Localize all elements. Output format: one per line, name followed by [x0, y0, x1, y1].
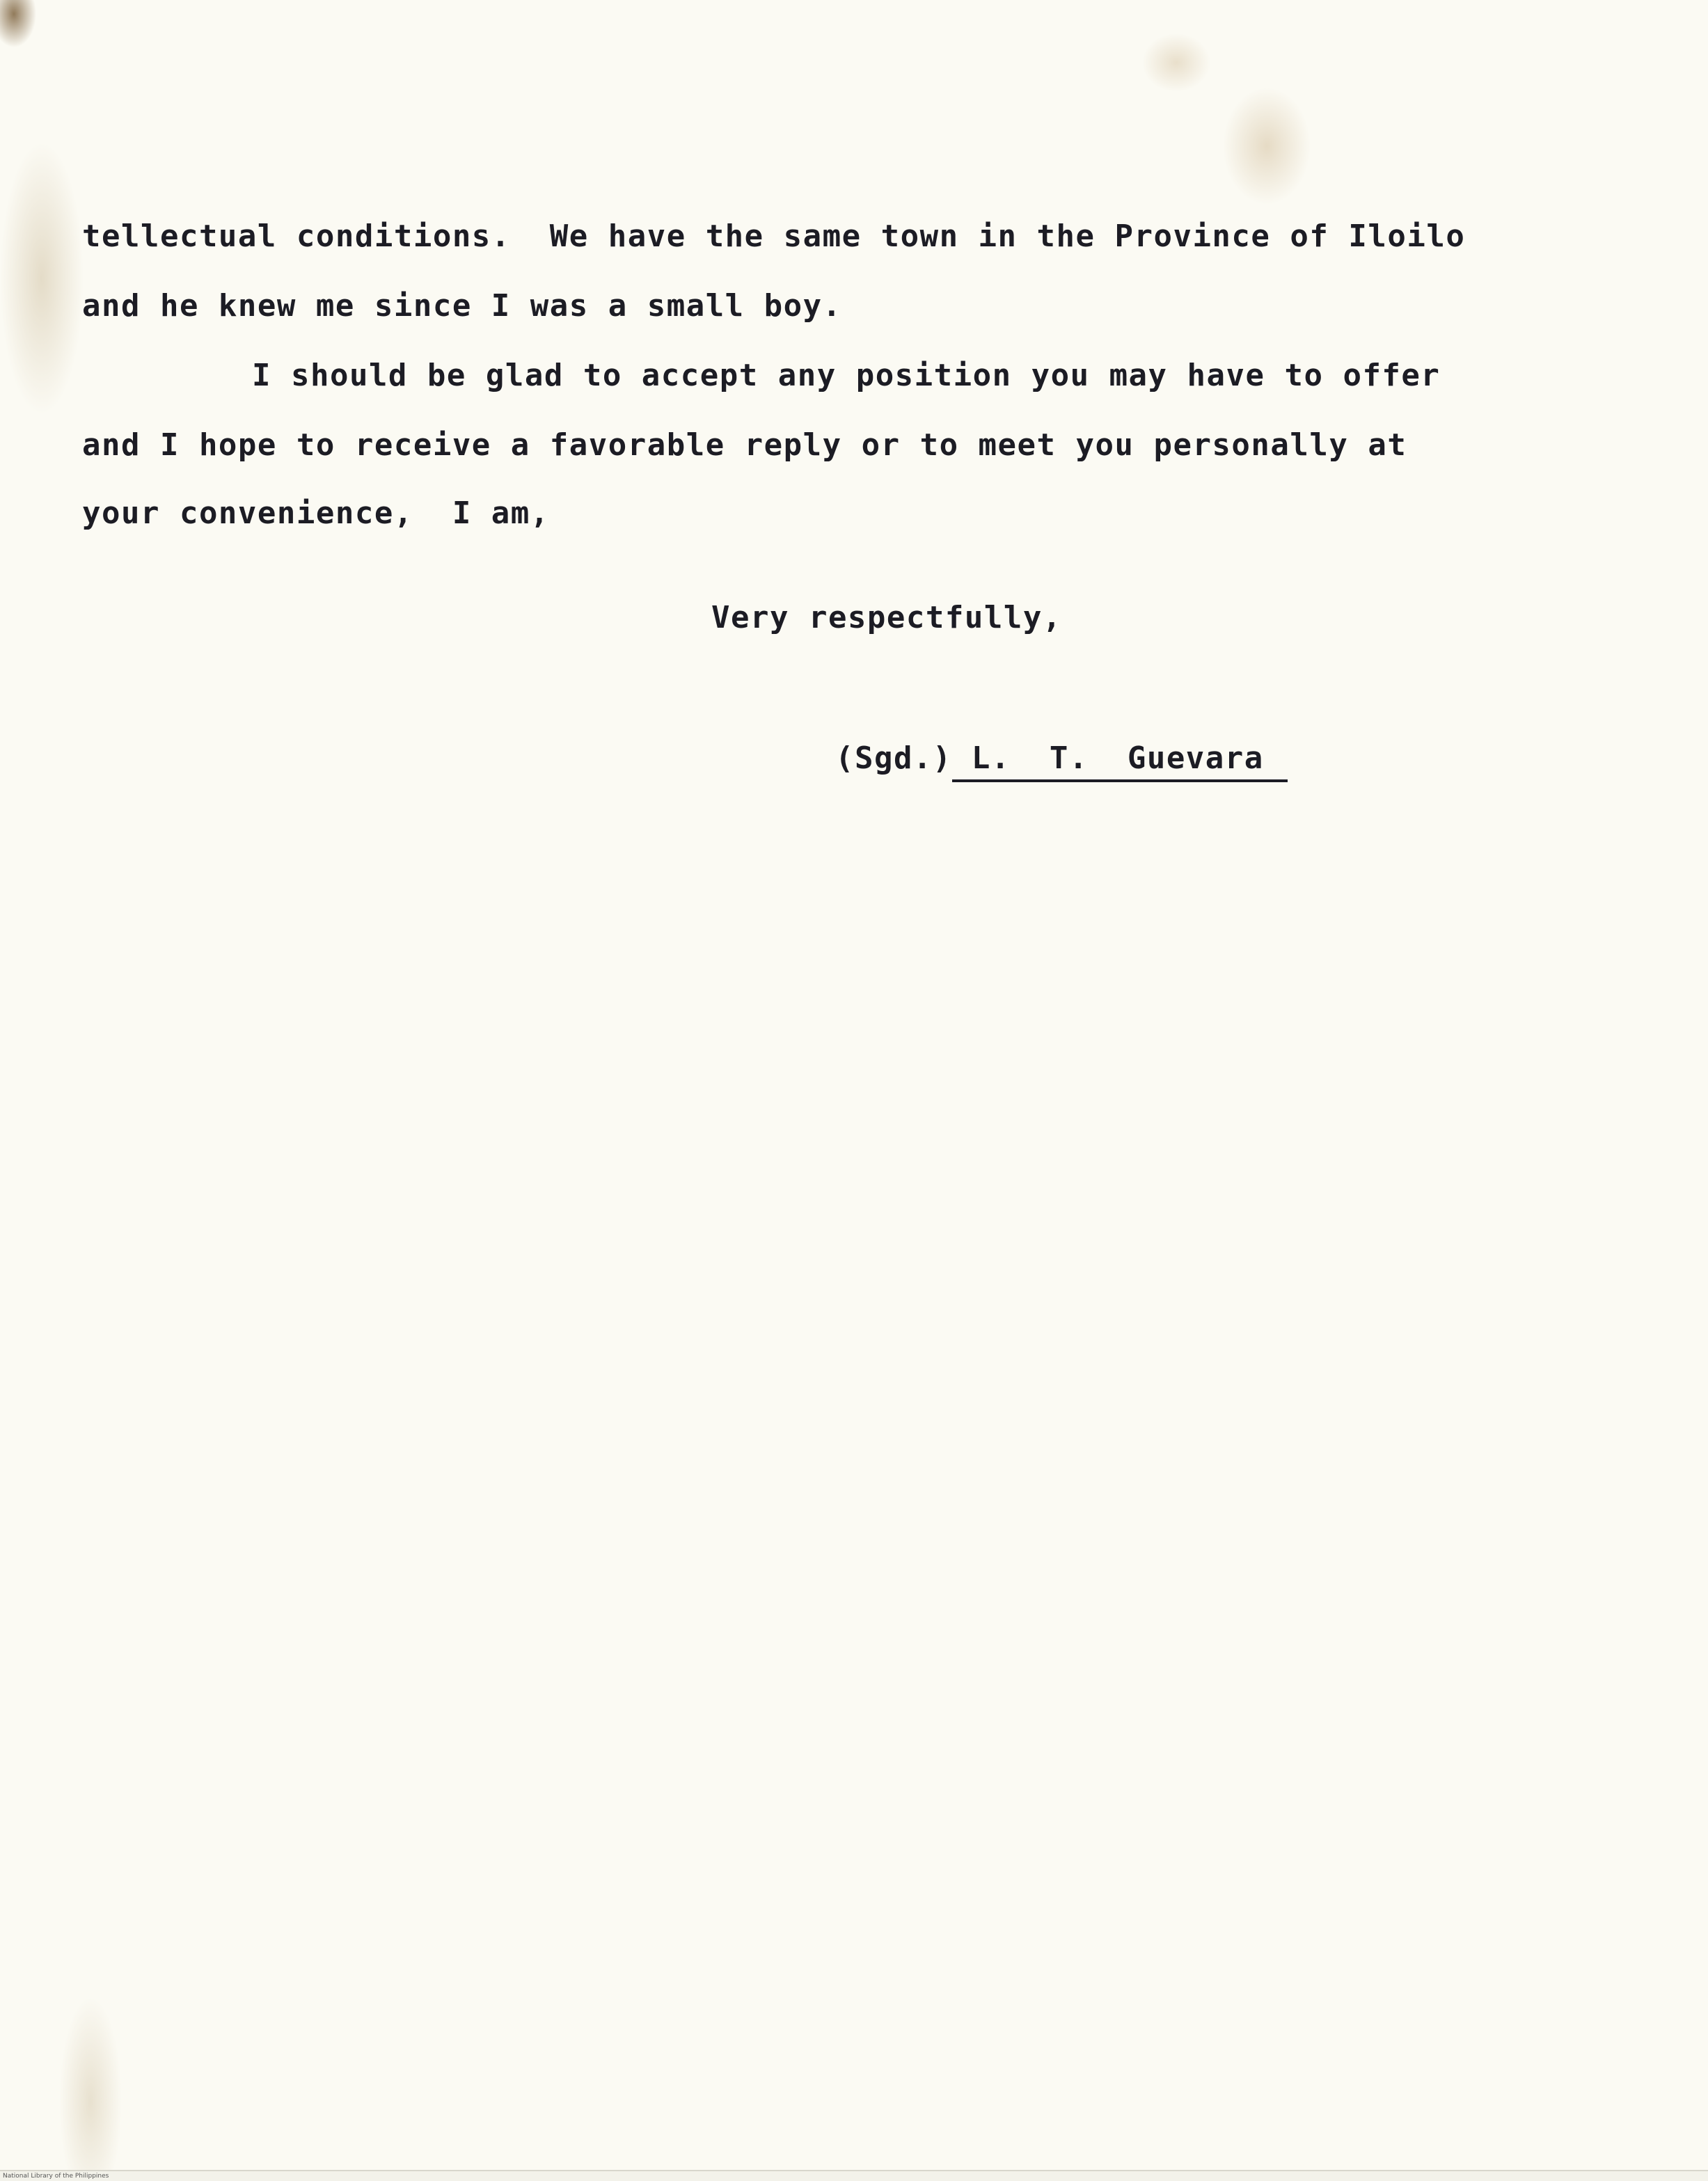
body-line-4: and I hope to receive a favorable reply or to meet you personally at	[82, 427, 1407, 463]
signature-name: L. T. Guevara	[952, 740, 1288, 782]
body-line-5: your convenience, I am,	[82, 495, 550, 531]
body-line-1: tellectual conditions. We have the same town in the Province of Iloilo	[82, 219, 1466, 254]
body-line-3: I should be glad to accept any position you may have to offer	[252, 358, 1441, 393]
body-line-2: and he knew me since I was a small boy.	[82, 288, 842, 324]
archive-footer-strip	[0, 2170, 1708, 2181]
signature-prefix: (Sgd.)	[835, 740, 952, 776]
signature-block	[757, 704, 1288, 818]
closing-salutation: Very respectfully,	[711, 600, 1062, 635]
archive-footer-text: National Library of the Philippines	[3, 2173, 109, 2180]
